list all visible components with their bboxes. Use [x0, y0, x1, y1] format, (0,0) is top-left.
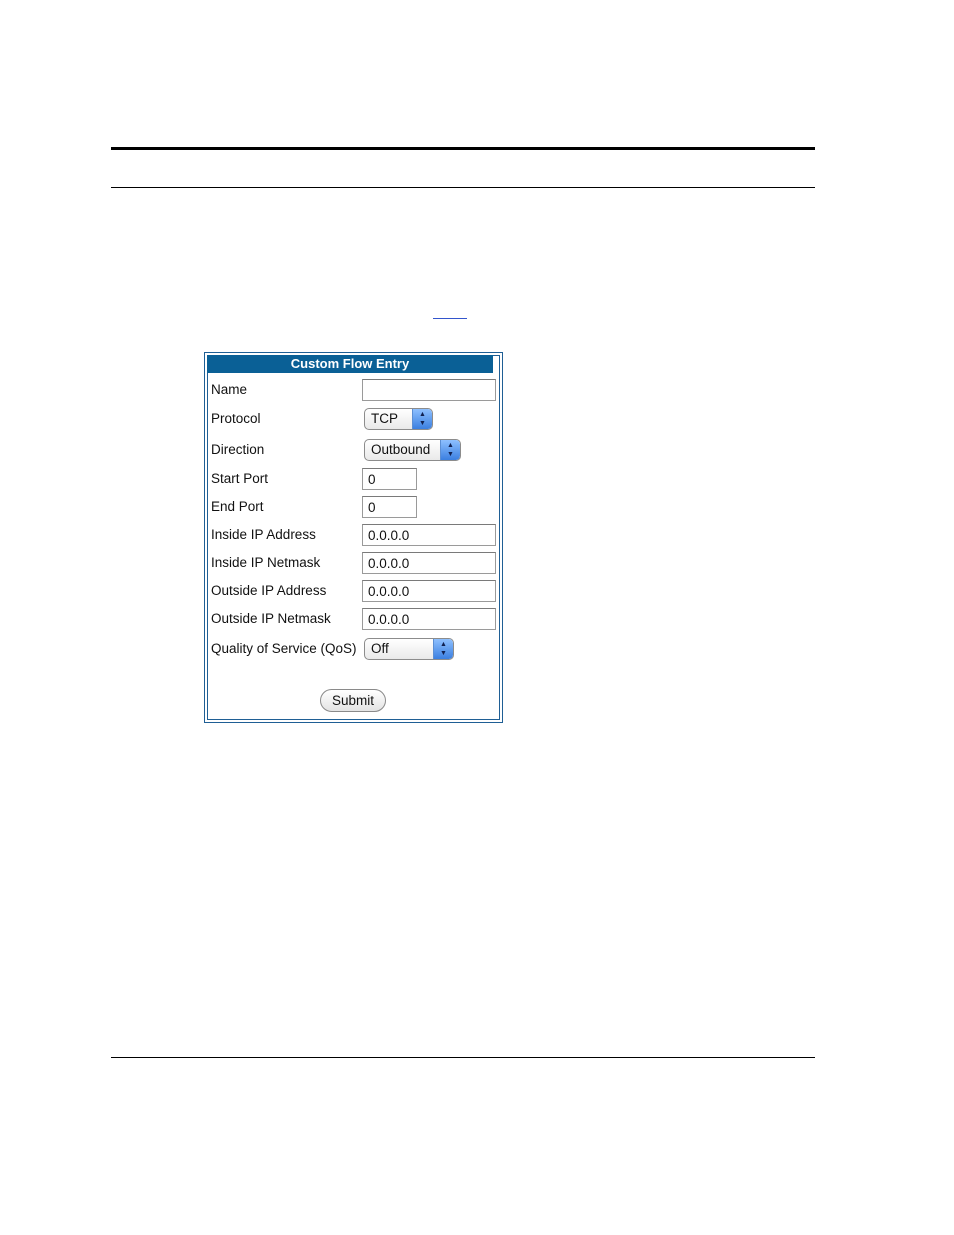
- footer-rule: [111, 1057, 815, 1058]
- protocol-label: Protocol: [211, 411, 261, 426]
- inside-ip-netmask-label: Inside IP Netmask: [211, 555, 321, 570]
- updown-chevron-icon: ▲ ▼: [440, 440, 460, 460]
- qos-selected-value: Off: [371, 641, 389, 656]
- link-underline[interactable]: [433, 318, 467, 319]
- panel-title: Custom Flow Entry: [207, 355, 493, 373]
- outside-ip-address-label: Outside IP Address: [211, 583, 327, 598]
- name-label: Name: [211, 382, 248, 397]
- header-rule-thick: [111, 147, 815, 150]
- protocol-select[interactable]: [364, 408, 433, 430]
- header-rule-thin: [111, 187, 815, 188]
- qos-select[interactable]: [364, 638, 454, 660]
- inside-ip-address-label: Inside IP Address: [211, 527, 316, 542]
- name-input[interactable]: [362, 379, 496, 401]
- start-port-label: Start Port: [211, 471, 269, 486]
- outside-ip-address-input[interactable]: [362, 580, 496, 602]
- direction-label: Direction: [211, 442, 265, 457]
- inside-ip-netmask-input[interactable]: [362, 552, 496, 574]
- end-port-input[interactable]: [362, 496, 417, 518]
- updown-chevron-icon: ▲ ▼: [433, 639, 453, 659]
- end-port-label: End Port: [211, 499, 264, 514]
- outside-ip-netmask-input[interactable]: [362, 608, 496, 630]
- updown-chevron-icon: ▲ ▼: [412, 409, 432, 429]
- start-port-input[interactable]: [362, 468, 417, 490]
- protocol-selected-value: TCP: [371, 411, 398, 426]
- direction-select[interactable]: [364, 439, 461, 461]
- inside-ip-address-input[interactable]: [362, 524, 496, 546]
- outside-ip-netmask-label: Outside IP Netmask: [211, 611, 331, 626]
- submit-button[interactable]: Submit: [320, 689, 386, 712]
- qos-label: Quality of Service (QoS): [211, 641, 357, 656]
- direction-selected-value: Outbound: [371, 442, 431, 457]
